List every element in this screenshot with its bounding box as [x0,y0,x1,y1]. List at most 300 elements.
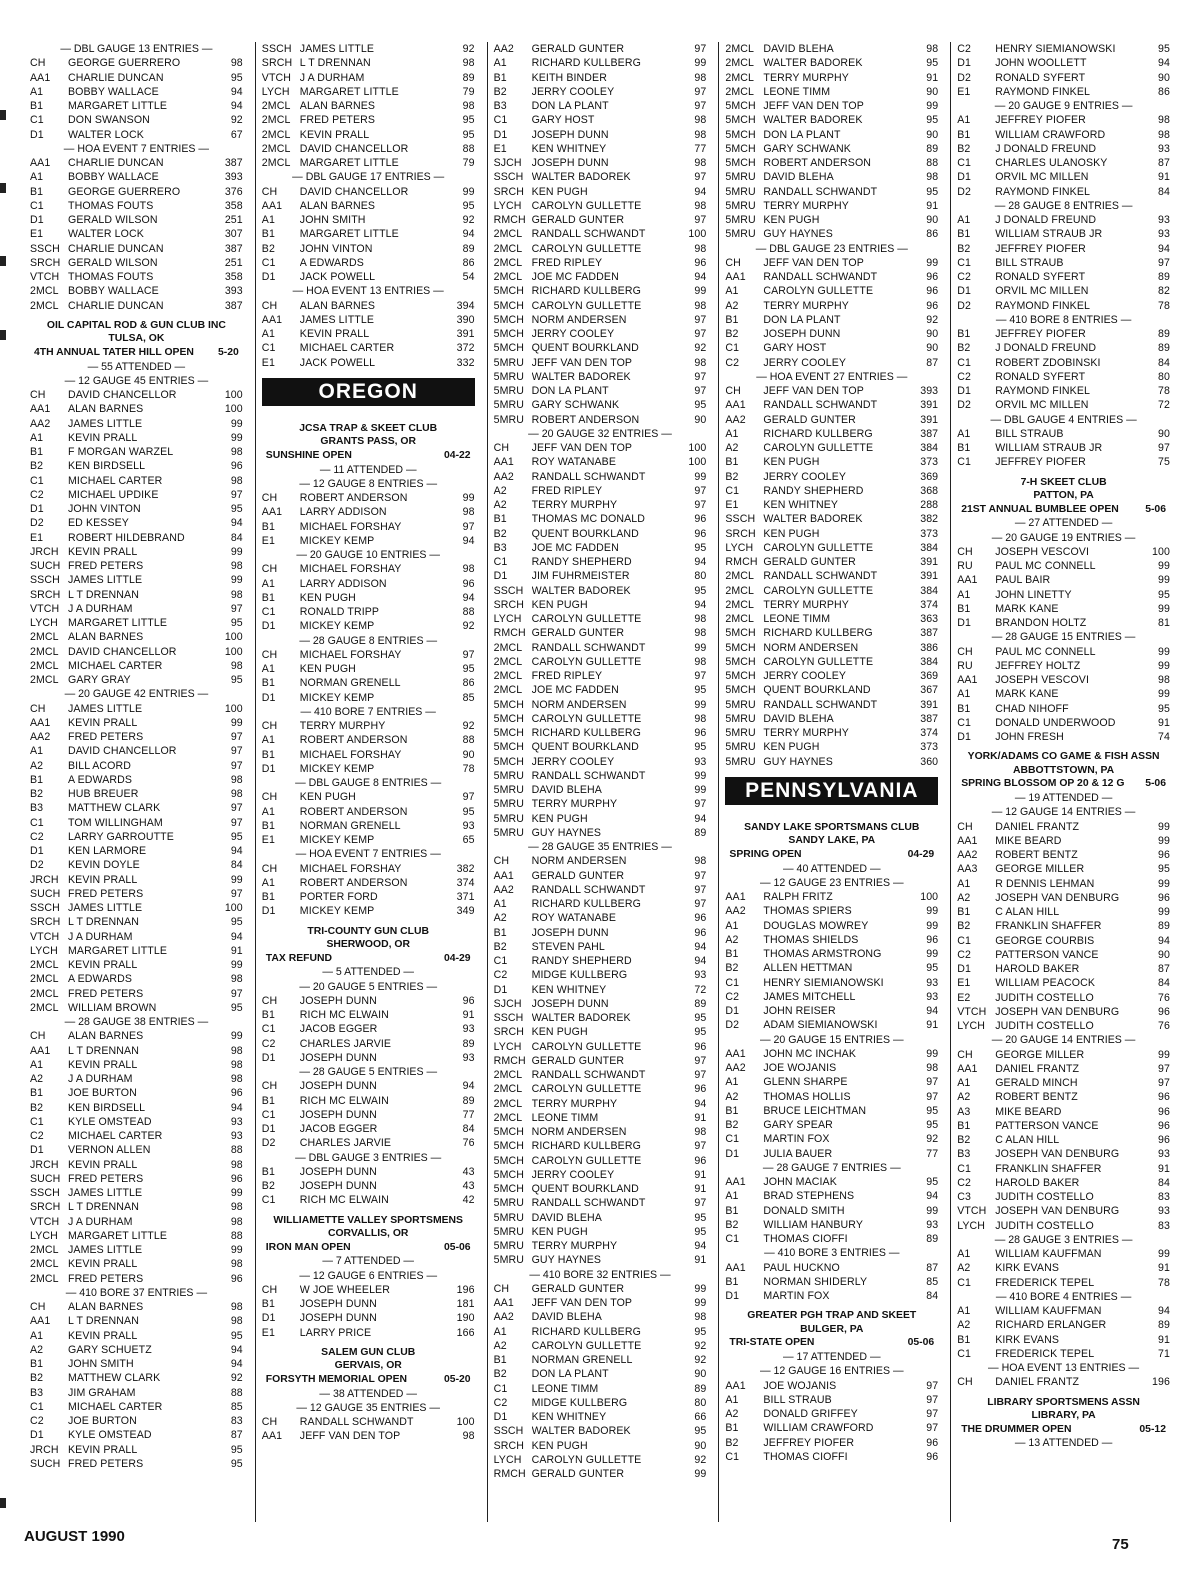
result-row [262,356,475,370]
class-code: A1 [493,1325,507,1338]
class-code: AA2 [493,883,514,896]
event-subheading: — HOA EVENT 13 ENTRIES — [988,1362,1140,1375]
class-code: AA1 [725,891,746,904]
club-name: WILLIAMETTE VALLEY SPORTSMENS [273,1214,463,1226]
result-row [957,848,1170,862]
shoot-title [30,346,243,360]
shooter-name: RANDALL SCHWANDT [763,185,878,198]
class-code: C1 [725,976,740,989]
score: 166 [456,1326,475,1339]
shooter-name: JOSEPH VAN DENBURG [995,1205,1120,1218]
score: 91 [462,1009,475,1022]
score: 90 [694,1368,707,1381]
shooter-name: CAROLYN GULLETTE [531,1453,642,1466]
result-row [494,341,707,355]
class-code: SRCH [30,916,61,929]
shooter-name: JOHN SMITH [299,214,366,226]
class-code: SRCH [493,1439,525,1452]
class-code: D1 [493,983,508,996]
score: 387 [920,427,939,440]
score: 98 [462,506,475,519]
shooter-name: DON LA PLANT [531,100,609,112]
shooter-name: BOBBY WALLACE [68,285,159,298]
event-subheading: — 28 GAUGE 35 ENTRIES — [528,841,672,853]
result-row [30,1272,243,1286]
shooter-name: RICHARD KULLBERG [531,898,641,910]
shooter-name: FREDERICK TEPEL [995,1347,1095,1360]
result-row [262,270,475,284]
result-row [30,56,243,70]
class-code: CH [493,855,510,868]
class-code: AA1 [30,1315,51,1328]
score: 96 [1158,1105,1170,1118]
score: 92 [694,1339,707,1352]
shooter-name: DON LA PLANT [763,128,841,141]
shooter-name: RAYMOND FINKEL [995,185,1090,198]
result-row [494,755,707,769]
shooter-name: GERALD MINCH [995,1077,1078,1090]
score: 360 [920,755,939,768]
result-row [957,962,1170,976]
shooter-name: JUDITH COSTELLO [995,991,1094,1004]
shooter-name: WALTER BADOREK [763,57,863,70]
score: 99 [462,185,475,198]
score: 99 [1158,574,1170,587]
shooter-name: GARY SPEAR [763,1119,833,1132]
class-code: A1 [261,663,275,676]
class-code: A1 [30,431,44,444]
result-row [262,71,475,85]
result-row [30,1314,243,1328]
score: 84 [230,531,243,544]
score: 98 [230,560,243,573]
score: 99 [230,574,243,587]
class-code: B1 [725,1204,739,1217]
club-name: JCSA TRAP & SKEET CLUB [299,422,438,434]
result-row [262,1094,475,1108]
result-row [30,801,243,815]
result-row [957,602,1170,616]
shooter-name: ORVIL MC MILLEN [995,399,1089,412]
score: 99 [230,431,243,444]
score: 99 [1158,1248,1170,1261]
result-row [494,1097,707,1111]
class-code: B2 [957,242,971,255]
result-row [262,591,475,605]
shooter-name: ROBERT ANDERSON [299,876,408,889]
class-code: C1 [957,157,971,169]
score: 98 [694,199,707,212]
shooter-name: ALAN BARNES [299,100,376,112]
result-row [30,99,243,113]
score: 72 [694,983,707,996]
shooter-name: LEONE TIMM [531,1111,599,1124]
shooter-name: DAVID BLEHA [763,171,834,184]
shooter-name: TERRY MURPHY [763,299,849,312]
result-row [262,733,475,747]
class-code: B1 [493,1354,507,1366]
result-row [494,1139,707,1153]
shooter-name: J A DURHAM [299,71,365,84]
result-row [494,327,707,341]
class-code: 5MCH [493,1168,525,1181]
class-code: A2 [957,1091,971,1104]
shooter-name: J DONALD FREUND [995,214,1097,226]
class-code: 5MRU [725,741,756,754]
score: 91 [926,199,939,212]
result-row [494,797,707,811]
shooter-name: JOE BURTON [68,1415,137,1428]
class-code: 2MCL [261,157,291,169]
class-code: C1 [261,1108,276,1121]
score: 99 [694,1468,707,1480]
state-banner: PENNSYLVANIA [725,777,938,805]
shooter-name: NORM ANDERSEN [531,1126,627,1138]
result-row [30,1044,243,1058]
class-code: C2 [30,488,44,501]
score: 95 [926,185,939,198]
result-row [725,213,938,227]
class-code: A1 [261,214,275,226]
shooter-name: DONALD GRIFFEY [763,1408,858,1421]
class-code: B3 [493,541,507,554]
class-code: C1 [725,1233,740,1246]
shooter-name: KEN WHITNEY [531,1411,607,1423]
result-row [957,42,1170,56]
shooter-name: STEVEN PAHL [531,940,605,953]
score: 79 [462,85,475,98]
club-name: OIL CAPITAL ROD & GUN CLUB INC [46,319,226,331]
shooter-name: CAROLYN GULLETTE [531,712,642,725]
class-code: B1 [493,926,507,939]
class-code: B2 [493,85,507,98]
class-code: JRCH [30,1158,59,1171]
result-row [957,1019,1170,1033]
score: 97 [694,385,707,397]
result-row [725,1061,938,1075]
event-subheading: — 12 GAUGE 6 ENTRIES — [299,1269,438,1282]
shooter-name: ORVIL MC MILLEN [995,285,1089,298]
class-code: A1 [725,427,739,440]
result-row [30,402,243,416]
score: 99 [1158,645,1170,658]
result-row [725,284,938,298]
score: 90 [1158,427,1170,440]
result-row [957,905,1170,919]
shooter-name: GLENN SHARPE [763,1076,848,1089]
result-row [30,256,243,270]
result-row [494,413,707,427]
score: 95 [230,617,243,630]
class-code: 5MRU [725,712,756,725]
result-row [494,669,707,683]
shooter-name: ALAN BARNES [68,403,144,416]
class-code: AA2 [725,413,746,426]
shooter-name: THOMAS ARMSTRONG [763,948,882,961]
result-row [725,427,938,441]
class-code: B2 [725,470,739,483]
score: 97 [694,214,707,226]
shooter-name: GARY HOST [763,342,827,355]
class-code: D1 [30,128,44,141]
class-code: SJCH [493,997,522,1010]
shooter-name: L T DRENNAN [68,1201,139,1214]
result-row [30,445,243,459]
score: 99 [694,1297,707,1309]
class-code: CH [725,385,741,397]
shooter-name: KEN PUGH [299,791,356,804]
shooter-name: FRED PETERS [68,1457,144,1470]
shoot-name: THE DRUMMER OPEN [961,1423,1072,1435]
shooter-name: A EDWARDS [68,773,133,786]
result-row [725,327,938,341]
score: 54 [462,271,475,283]
shooter-name: JOSEPH VESCOVI [995,674,1090,687]
result-row [262,1326,475,1340]
result-row [957,1276,1170,1290]
class-code: A1 [957,1305,971,1318]
shooter-name: JACK POWELL [299,356,376,369]
shooter-name: RICHARD KULLBERG [531,727,641,739]
shooter-name: RONALD SYFERT [995,71,1086,84]
class-code: D1 [725,1005,740,1018]
event-subheading: — 28 GAUGE 15 ENTRIES — [991,631,1136,644]
score: 100 [224,645,243,658]
score: 89 [694,1382,707,1395]
shooter-name: KEVIN PRALL [68,1443,138,1456]
class-code: AA2 [30,417,51,430]
score: 96 [694,1154,707,1167]
class-code: A2 [725,442,739,454]
class-code: 5MCH [725,100,756,112]
class-code: A1 [957,588,971,601]
result-row [494,983,707,997]
score: 386 [920,641,939,654]
score: 97 [230,488,243,501]
score: 99 [926,100,939,112]
class-code: B1 [30,100,44,112]
shooter-name: DON LA PLANT [531,385,609,397]
shooter-name: LARRY PRICE [299,1326,372,1339]
result-row [957,142,1170,156]
score: 91 [1158,171,1170,184]
class-code: VTCH [30,1215,60,1228]
shooter-name: MICHAEL CARTER [68,1130,163,1143]
result-row [494,1211,707,1225]
score: 99 [230,1244,243,1257]
score: 82 [1158,285,1170,298]
class-code: A2 [493,484,507,497]
shooter-name: JOE MC FADDEN [531,684,619,697]
result-row [494,1111,707,1125]
club-location: SANDY LAKE, PA [788,835,876,847]
score: 367 [920,684,939,697]
score: 98 [230,1201,243,1214]
shooter-name: DAVID BLEHA [763,43,834,55]
score: 100 [456,1416,475,1429]
class-code: 5MCH [493,342,525,355]
club-name: SANDY LAKE SPORTSMANS CLUB [744,821,920,833]
shooter-name: CAROLYN GULLETTE [531,242,642,255]
shooter-name: JOSEPH DUNN [299,994,377,1007]
result-row [957,891,1170,905]
score: 43 [462,1180,475,1193]
result-row [957,170,1170,184]
class-code: 5MCH [725,641,756,654]
class-code: C2 [957,1176,971,1189]
class-code: A1 [957,114,971,127]
class-code: E1 [261,534,275,547]
class-code: A2 [725,299,739,312]
class-code: D1 [957,285,971,298]
class-code: B2 [957,920,971,933]
shooter-name: MICHAEL FORSHAY [299,748,402,761]
event-subheading: — 40 ATTENDED — [783,862,881,875]
class-code: B2 [725,1436,739,1449]
score: 88 [462,142,475,155]
score: 97 [694,798,707,811]
shooter-name: L T DRENNAN [68,1044,139,1057]
class-code: B2 [30,1372,44,1385]
shooter-name: MICHAEL FORSHAY [299,862,402,875]
score: 92 [694,1354,707,1366]
class-code: A1 [261,577,275,590]
result-row [494,384,707,398]
shooter-name: CAROLYN GULLETTE [531,1083,642,1096]
shooter-name: QUENT BOURKLAND [531,527,639,540]
shooter-name: DAVID BLEHA [531,784,602,796]
result-row [30,1386,243,1400]
result-row [262,534,475,548]
shooter-name: DAVID CHANCELLOR [68,389,177,402]
class-code: B2 [957,1134,971,1147]
class-code: CH [30,57,46,70]
class-code: AA1 [261,1430,283,1443]
result-row [494,1396,707,1410]
class-code: E2 [957,991,971,1004]
shooter-name: CAROLYN GULLETTE [531,1339,642,1352]
result-row [30,673,243,687]
class-code: D1 [725,1290,740,1303]
class-code: 5MRU [493,1254,525,1267]
result-row [725,755,938,769]
result-row [957,256,1170,270]
class-code: A2 [957,891,971,904]
class-code: C1 [261,256,276,269]
event-subheading: — 20 GAUGE 9 ENTRIES — [994,100,1133,112]
result-row [262,505,475,519]
score: 97 [694,484,707,497]
result-row [725,1407,938,1421]
class-code: AA1 [261,313,283,326]
score: 97 [694,313,707,326]
class-code: SJCH [493,157,522,169]
shooter-name: RANDY SHEPHERD [531,955,632,967]
shooter-name: NORMAN GRENELL [299,819,401,832]
score: 95 [694,1211,707,1224]
class-code: 5MCH [493,299,525,312]
score: 99 [694,1282,707,1295]
event-subheading: — 28 GAUGE 3 ENTRIES — [994,1233,1133,1246]
class-code: E1 [261,834,275,847]
score: 97 [694,100,707,112]
score: 94 [230,1101,243,1114]
result-row [30,559,243,573]
result-row [725,1104,938,1118]
shooter-name: JEFFREY PIOFER [995,114,1086,127]
score: 98 [230,973,243,986]
score: 89 [1158,1319,1170,1332]
class-code: A1 [957,427,971,440]
result-row [30,488,243,502]
class-code: SSCH [493,584,524,597]
class-code: B1 [957,906,971,919]
score: 94 [462,228,475,241]
score: 384 [920,442,939,454]
result-row [262,862,475,876]
class-code: 2MCL [493,1083,523,1096]
result-row [262,520,475,534]
score: 393 [224,285,243,298]
result-row [30,284,243,298]
club-name: GREATER PGH TRAP AND SKEET [747,1310,917,1322]
class-code: LYCH [30,617,58,630]
score: 93 [230,1115,243,1128]
result-row [262,890,475,904]
result-row [494,128,707,142]
class-code: C2 [957,948,971,961]
shooter-name: JOSEPH DUNN [763,328,841,340]
shoot-name: TRI-STATE OPEN [729,1337,815,1349]
shooter-name: GERALD GUNTER [763,556,856,568]
shooter-name: JIM GRAHAM [68,1386,136,1399]
class-code: B3 [30,1386,44,1399]
result-row [725,484,938,498]
result-row [725,655,938,669]
shooter-name: ROBERT HILDEBRAND [68,531,185,544]
result-row [957,730,1170,744]
class-code: 2MCL [30,631,59,644]
score: 91 [694,1168,707,1181]
score: 98 [462,563,475,576]
class-code: E1 [261,356,275,369]
shoot-name: FORSYTH MEMORIAL OPEN [265,1374,408,1386]
score: 93 [1158,214,1170,226]
result-row [30,1257,243,1271]
result-row [725,1421,938,1435]
score: 95 [230,1457,243,1470]
class-code: B1 [957,442,971,454]
class-code: 5MCH [725,142,756,155]
class-code: AA1 [30,716,51,729]
class-code: C1 [493,556,508,568]
shooter-name: PAUL HUCKNO [763,1261,840,1274]
result-row [725,42,938,56]
result-row [725,933,938,947]
class-code: 5MCH [493,712,525,725]
result-row [957,455,1170,469]
shooter-name: KEN PUGH [531,185,588,198]
shooter-name: RICHARD KULLBERG [531,57,641,70]
shooter-name: GERALD WILSON [68,214,158,226]
score: 95 [694,541,707,554]
class-code: CH [725,256,741,269]
shooter-name: GARY SCHUETZ [68,1343,152,1356]
result-row [725,1075,938,1089]
event-subheading: — 28 GAUGE 8 ENTRIES — [994,199,1133,212]
score: 97 [230,731,243,744]
class-code: D1 [261,1123,276,1136]
